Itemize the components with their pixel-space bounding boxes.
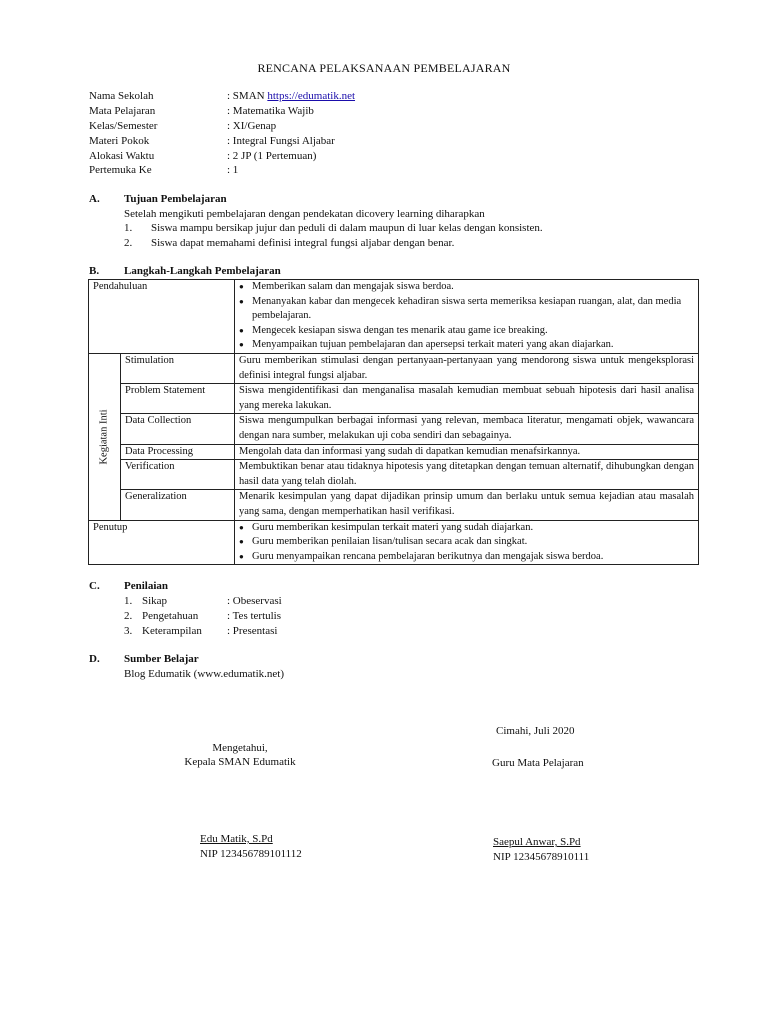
assessment-name: Keterampilan [142,625,202,637]
assessment-value: : Obeservasi [227,595,282,607]
table-row-pendahuluan [89,280,699,354]
section-d-title: Sumber Belajar [124,653,199,665]
section-a-letter: A. [89,193,100,205]
signature-right-nip: NIP 12345678910111 [493,851,590,863]
section-b-letter: B. [89,265,100,277]
table-row [89,353,699,383]
table-row [89,444,699,460]
step-desc: Siswa mengumpulkan berbagai informasi yang relevan, membaca literatur, mengamati objek, wawancara dengan nara sumber, melakukan uji coba sendiri dan sebagainya. [235,414,699,444]
section-c-title: Penilaian [124,580,169,592]
penutup-list [239,521,694,565]
document-title: RENCANA PELAKSANAAN PEMBELAJARAN [257,61,511,75]
penutup-label: Penutup [89,520,235,565]
info-label-class: Kelas/Semester [89,120,158,132]
table-row [89,414,699,444]
assessment-number: 2. [124,610,133,622]
table-row [89,384,699,414]
signature-left-name: Edu Matik, S.Pd [200,833,273,845]
assessment-number: 3. [124,625,133,637]
section-a-title: Tujuan Pembelajaran [124,193,227,205]
list-item: ● Menanyakan kabar dan mengecek kehadiran siswa serta memeriksa kesiapan ruangan, alat, dan media pembelajaran. [239,295,694,324]
info-value-subject: : Matematika Wajib [227,105,314,117]
pendahuluan-list [239,280,694,353]
list-item: ● Mengecek kesiapan siswa dengan tes menarik atau game ice breaking. [239,324,694,339]
goal-text: Siswa mampu bersikap jujur dan peduli di dalam maupun di luar kelas dengan konsisten. [151,222,543,234]
school-prefix: : SMAN [227,90,268,102]
info-value-class: : XI/Genap [227,120,277,132]
signature-left-nip: NIP 123456789101112 [200,848,302,860]
signature-left-line1: Mengetahui, [212,742,268,754]
step-desc: Mengolah data dan informasi yang sudah di dapatkan kemudian menafsirkannya. [235,444,699,460]
penutup-content [235,520,699,565]
list-item: ● Menyampaikan tujuan pembelajaran dan apersepsi terkait materi yang akan diajarkan. [239,338,694,353]
kegiatan-inti-label: Kegiatan Inti [98,409,110,465]
info-label-time: Alokasi Waktu [89,150,155,162]
list-item: ● Guru memberikan kesimpulan terkait materi yang sudah diajarkan. [239,521,694,536]
assessment-name: Sikap [142,595,168,607]
assessment-value: : Tes tertulis [227,610,282,622]
info-label-meeting: Pertemuka Ke [89,164,152,176]
step-name: Data Processing [121,444,235,460]
goal-number: 1. [124,222,133,234]
place-date: Cimahi, Juli 2020 [496,725,575,737]
assessment-value: : Presentasi [227,625,278,637]
assessment-number: 1. [124,595,133,607]
pendahuluan-content [235,280,699,354]
pendahuluan-label: Pendahuluan [89,280,235,354]
step-name: Stimulation [121,353,235,383]
info-label-topic: Materi Pokok [89,135,150,147]
step-desc: Siswa mengidentifikasi dan menganalisa masalah kemudian membuat sebuah hipotesis dari hasil analisa yang mereka lakukan. [235,384,699,414]
info-label-school: Nama Sekolah [89,90,154,102]
info-label-subject: Mata Pelajaran [89,105,156,117]
step-name: Problem Statement [121,384,235,414]
table-row-penutup [89,520,699,565]
info-value-topic: : Integral Fungsi Aljabar [227,135,335,147]
section-d-letter: D. [89,653,100,665]
step-name: Generalization [121,490,235,520]
list-item: ● Guru menyampaikan rencana pembelajaran berikutnya dan mengajak siswa berdoa. [239,550,694,565]
list-item: ● Guru memberikan penilaian lisan/tulisan secara acak dan singkat. [239,535,694,550]
assessment-name: Pengetahuan [142,610,199,622]
school-link[interactable]: https://edumatik.net [267,90,356,102]
signature-right-name: Saepul Anwar, S.Pd [493,836,581,848]
step-desc: Guru memberikan stimulasi dengan pertanyaan-pertanyaan yang mendorong siswa untuk mengeksplorasi definisi integral fungsi aljabar. [235,353,699,383]
signature-right-role: Guru Mata Pelajaran [492,757,584,769]
table-row [89,460,699,490]
step-name: Verification [121,460,235,490]
list-item: ● Memberikan salam dan mengajak siswa berdoa. [239,280,694,295]
section-d-text: Blog Edumatik (www.edumatik.net) [124,668,284,680]
step-desc: Menarik kesimpulan yang dapat dijadikan prinsip umum dan berlaku untuk semua kejadian atau masalah yang sama, dengan memperhatikan hasil verifikasi. [235,490,699,520]
signature-left-line2: Kepala SMAN Edumatik [184,756,296,768]
table-row [89,490,699,520]
info-value-school [227,90,355,102]
kegiatan-inti-cell [89,353,121,520]
info-value-meeting: : 1 [227,164,239,176]
section-a-intro: Setelah mengikuti pembelajaran dengan pendekatan dicovery learning diharapkan [124,208,485,220]
info-value-time: : 2 JP (1 Pertemuan) [227,150,317,162]
goal-text: Siswa dapat memahami definisi integral fungsi aljabar dengan benar. [151,237,455,249]
section-b-title: Langkah-Langkah Pembelajaran [124,265,281,277]
goal-number: 2. [124,237,133,249]
step-name: Data Collection [121,414,235,444]
section-c-letter: C. [89,580,100,592]
step-desc: Membuktikan benar atau tidaknya hipotesis yang ditetapkan dengan temuan alternatif, dihubungkan dengan hasil data yang telah diolah. [235,460,699,490]
learning-steps-table [88,279,699,565]
